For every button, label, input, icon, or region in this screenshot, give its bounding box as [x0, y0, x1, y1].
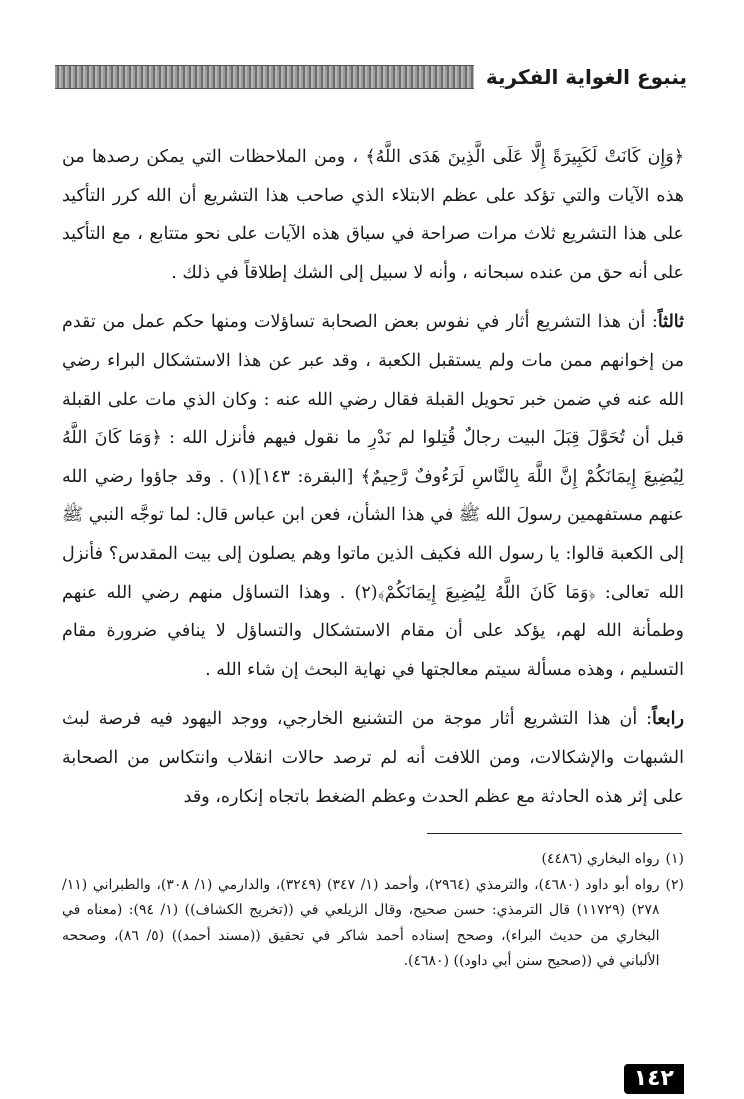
footnote-text: رواه أبو داود (٤٦٨٠)، والترمذي (٢٩٦٤)، وأحمد (١/ ٣٤٧) (٣٢٤٩)، والدارمي (١/ ٣٠٨)، والطبراني (١١/ ٢٧٨) (١١٧٢٩) قال الترمذي: حسن صحيح، وقال الزيلعي في ((تخريج الكشاف)) (١/ ٩٤): (معناه في البخاري من حديث البراء)، وصحح إسناده أحمد شاكر في تحقيق ((مسند أحمد)) (٥/ ٨٦)، وصححه الألباني في ((صحيح سنن أبي داود)) (٤٦٨٠).	[62, 876, 660, 969]
paragraph-lead: رابعاً	[652, 709, 684, 730]
paragraph-text: : أن هذا التشريع أثار موجة من التشنيع الخارجي، ووجد اليهود فيه فرصة لبث الشبهات والإشكالات، ومن اللافت أنه لم ترصد حالات انقلاب وانتكاس من الصحابة على إثر هذه الحادثة مع عظم الحدث وعظم الضغط باتجاه إنكاره، وقد	[62, 709, 684, 807]
footnote-separator	[427, 833, 682, 834]
paragraph	[62, 138, 684, 292]
main-text	[62, 138, 684, 827]
paragraph-text: : أن هذا التشريع أثار في نفوس بعض الصحابة تساؤلات ومنها حكم عمل من تقدم من إخوانهم ممن مات ولم يستقبل الكعبة ، وقد عبر عن هذا الاستشكال البراء رضي الله عنه في ضمن خبر تحويل القبلة فقال رضي الله عنه : وكان الذي مات على القبلة قبل أن تُحَوَّلَ قِبَلَ البيت رجالٌ قُتِلوا لم نَدْرِ ما نقول فيهم فأنزل الله : ﴿وَمَا كَانَ اللَّهُ لِيُضِيعَ إِيمَانَكُمْ إِنَّ اللَّهَ بِالنَّاسِ لَرَءُوفٌ رَّحِيمٌ﴾ [البقرة: ١٤٣](١) . وقد جاؤوا رضي الله عنهم مستفهمين رسولَ الله ﷺ في هذا الشأن، فعن ابن عباس قال: لما توجَّه النبي ﷺ إلى الكعبة قالوا: يا رسول الله فكيف الذين ماتوا وهم يصلون إلى بيت المقدس؟ فأنزل الله تعالى: ﴿وَمَا كَانَ اللَّهُ لِيُضِيعَ إِيمَانَكُمْ﴾(٢) . وهذا التساؤل منهم رضي الله عنهم وطمأنة الله لهم، يؤكد على أن مقام الاستشكال والتساؤل لا ينافي ضرورة مقام التسليم ، وهذه مسألة سيتم معالجتها في نهاية البحث إن شاء الله .	[62, 312, 684, 680]
paragraph-lead: ثالثاً	[657, 312, 684, 333]
footnote-number: (١)	[665, 851, 684, 867]
footnote	[62, 847, 684, 873]
paragraph	[62, 303, 684, 689]
page-number: ١٤٢	[624, 1064, 684, 1094]
header-title: ينبوع الغواية الفكرية	[485, 65, 687, 89]
footnote-number: (٢)	[665, 876, 684, 893]
paragraph-text: ﴿وَإِن كَانَتْ لَكَبِيرَةً إِلَّا عَلَى الَّذِينَ هَدَى اللَّهُ﴾ ، ومن الملاحظات التي يمكن رصدها من هذه الآيات والتي تؤكد على عظم الابتلاء الذي صاحب هذا التشريع أن الله كرر التأكيد على هذا التشريع ثلاث مرات صراحة في سياق هذه الآيات على نحو متتابع ، مع التأكيد على أنه حق من عنده سبحانه ، وأنه لا سبيل إلى الشك إطلاقاً في ذلك .	[62, 147, 684, 283]
header-band	[55, 65, 474, 89]
running-header	[55, 62, 687, 92]
footnote-text: رواه البخاري (٤٤٨٦)	[541, 851, 660, 867]
footnotes	[62, 847, 684, 975]
paragraph	[62, 700, 684, 816]
footnote	[62, 873, 684, 975]
